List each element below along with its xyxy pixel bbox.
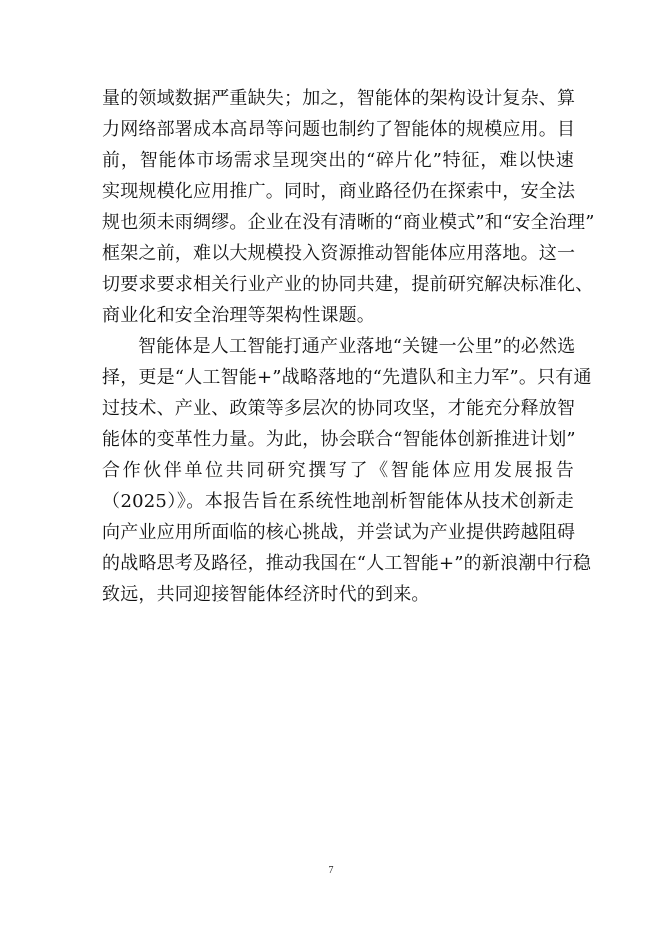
paragraph-line: （2025）》。本报告旨在系统性地剖析智能体从技术创新走: [102, 491, 574, 512]
paragraph-line: 合作伙伴单位共同研究撰写了《智能体应用发展报告: [102, 460, 574, 481]
paragraph-line: 切要求要求相关行业产业的协同共建，提前研究解决标准化、: [102, 274, 594, 295]
paragraph-1: [102, 83, 595, 331]
paragraph-line: 规也须未雨绸缪。企业在没有清晰的“商业模式”和“安全治理”: [102, 212, 595, 233]
paragraph-line: 实现规模化应用推广。同时，商业路径仍在探索中，安全法: [102, 181, 576, 202]
paragraph-line: 致远，共同迎接智能体经济时代的到来。: [102, 584, 430, 605]
paragraph-line: 智能体是人工智能打通产业落地“关键一公里”的必然选: [138, 336, 576, 357]
paragraph-line: 的战略思考及路径，推动我国在“人工智能+”的新浪潮中行稳: [102, 553, 592, 574]
paragraph-line: 力网络部署成本高昂等问题也制约了智能体的规模应用。目: [102, 119, 576, 140]
paragraph-line: 商业化和安全治理等架构性课题。: [102, 305, 375, 326]
paragraph-line: 框架之前，难以大规模投入资源推动智能体应用落地。这一: [102, 243, 576, 264]
paragraph-2: [102, 331, 592, 610]
paragraph-line: 择，更是“人工智能+”战略落地的“先遣队和主力军”。只有通: [102, 367, 592, 388]
paragraph-line: 前，智能体市场需求呈现突出的“碎片化”特征，难以快速: [102, 150, 574, 171]
paragraph-line: 过技术、产业、政策等多层次的协同攻坚，才能充分释放智: [102, 398, 576, 419]
paragraph-line: 量的领域数据严重缺失；加之，智能体的架构设计复杂、算: [102, 88, 576, 109]
paragraph-line: 向产业应用所面临的核心挑战，并尝试为产业提供跨越阻碍: [102, 522, 576, 543]
paragraph-line: 能体的变革性力量。为此，协会联合“智能体创新推进计划”: [102, 429, 576, 450]
page-number: 7: [328, 865, 334, 876]
